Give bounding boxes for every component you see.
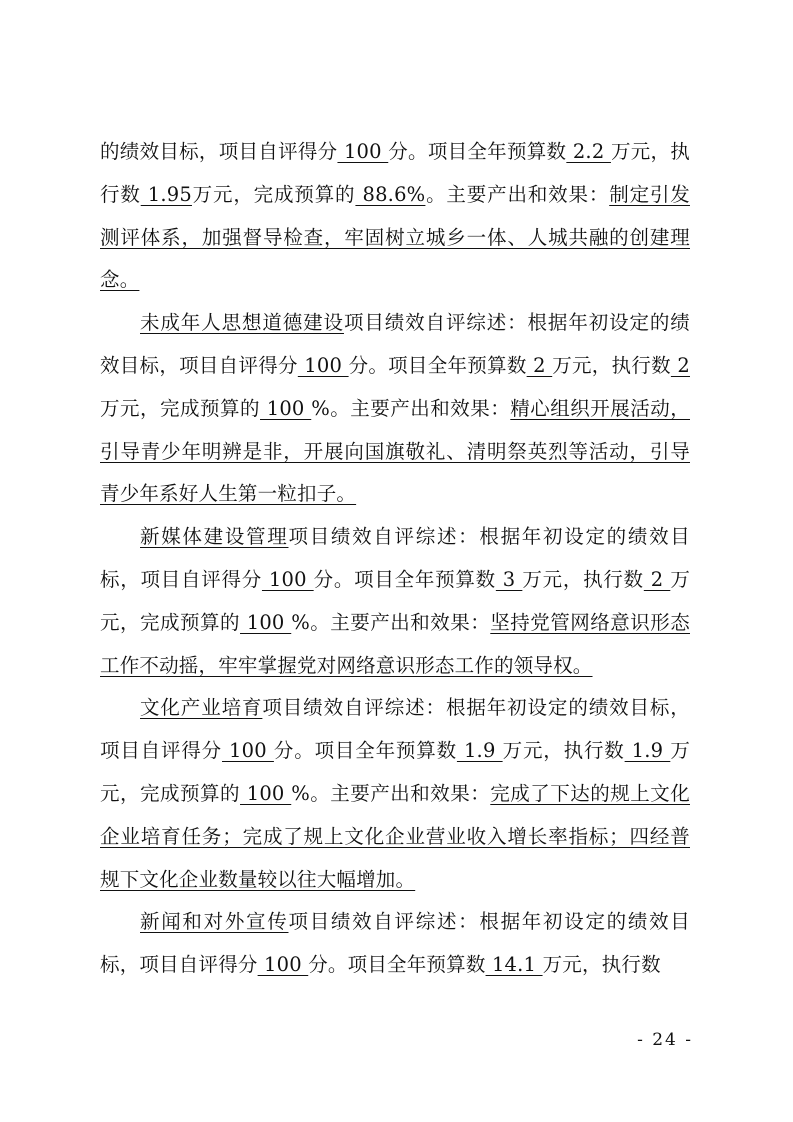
text-run: 项目绩效自评综述：根据年初设定的绩效目标，项目自评得分	[100, 910, 690, 977]
text-run: 项目绩效自评综述：根据年初设定的绩效目标，项目自评得分	[100, 696, 691, 763]
paragraph	[100, 302, 690, 516]
underlined-text-run: 完成了下达的规上文化企业培育任务；完成了规上文化企业营业收入增长率指标；四经普规下文化企业数量较以往大幅增加。	[100, 781, 690, 891]
underlined-text-run: 2	[526, 353, 553, 377]
underlined-text-run: 1.9	[456, 739, 503, 763]
text-run: 万元，完成预算的	[100, 396, 261, 420]
text-run: 万元，完成预算的	[100, 739, 691, 805]
underlined-text-run: 2	[643, 567, 671, 591]
underlined-text-run: 100	[240, 610, 292, 634]
text-run: 万元，完成预算的	[100, 567, 691, 634]
underlined-text-run: 新闻和对外宣传	[140, 910, 289, 934]
underlined-text-run: 坚持党管网络意识形态工作不动摇，牢牢掌握党对网络意识形态工作的领导权。	[100, 610, 690, 677]
underlined-text-run: 精心组织开展活动，引导青少年明辨是非，开展向国旗敬礼、清明祭英烈等活动，引导青少年系好人生第一粒扣子。	[100, 396, 690, 506]
document-body	[100, 131, 690, 987]
text-run: %。主要产出和效果：	[291, 610, 491, 634]
paragraph	[100, 687, 690, 901]
text-run: 项目绩效自评综述：根据年初设定的绩效目标，项目自评得分	[100, 311, 690, 377]
text-run: 分。项目全年预算数	[313, 567, 496, 591]
underlined-text-run: 100	[240, 781, 292, 805]
text-run: %。主要产出和效果：	[311, 396, 511, 420]
underlined-text-run: 文化产业培育	[140, 696, 263, 720]
underlined-text-run: 1.95	[140, 182, 192, 206]
underlined-text-run: 100	[222, 739, 274, 763]
underlined-text-run: 100	[260, 396, 312, 420]
text-run: 万元，完成预算的	[191, 182, 356, 206]
text-run: 万元，执行数	[522, 567, 644, 591]
underlined-text-run: 2.2	[566, 140, 611, 163]
underlined-text-run: 3	[495, 567, 523, 591]
underlined-text-run: 100	[257, 953, 309, 977]
underlined-text-run: 1.9	[624, 739, 671, 763]
underlined-text-run: 2	[670, 353, 690, 377]
underlined-text-run: 未成年人思想道德建设	[140, 311, 344, 335]
text-run: 分。项目全年预算数	[348, 353, 527, 377]
underlined-text-run: 14.1	[485, 953, 543, 977]
text-run: 万元，执行数	[542, 953, 661, 977]
text-run: 分。项目全年预算数	[308, 953, 486, 977]
underlined-text-run: 100	[297, 353, 349, 377]
text-run: 项目绩效自评综述：根据年初设定的绩效目标，项目自评得分	[100, 525, 690, 591]
underlined-text-run: 制定引发测评体系，加强督导检查，牢固树立城乡一体、人城共融的创建理念。	[100, 182, 690, 292]
text-run: 分。项目全年预算数	[388, 140, 567, 163]
text-run: 万元，执行数	[100, 140, 690, 206]
underlined-text-run: 100	[261, 567, 314, 591]
paragraph	[100, 901, 690, 987]
page-number: - 24 -	[637, 1030, 693, 1050]
underlined-text-run: 100	[337, 140, 389, 163]
text-run: 的绩效目标，项目自评得分	[100, 140, 338, 163]
text-run: 万元，执行数	[552, 353, 671, 377]
paragraph	[100, 516, 690, 687]
text-run: 万元，执行数	[502, 739, 625, 763]
text-run: 分。项目全年预算数	[273, 739, 457, 763]
text-run: 。主要产出和效果：	[425, 182, 610, 206]
paragraph	[100, 131, 690, 302]
text-run: %。主要产出和效果：	[291, 781, 491, 805]
underlined-text-run: 新媒体建设管理	[140, 525, 289, 549]
underlined-text-run: 88.6%	[355, 182, 426, 206]
